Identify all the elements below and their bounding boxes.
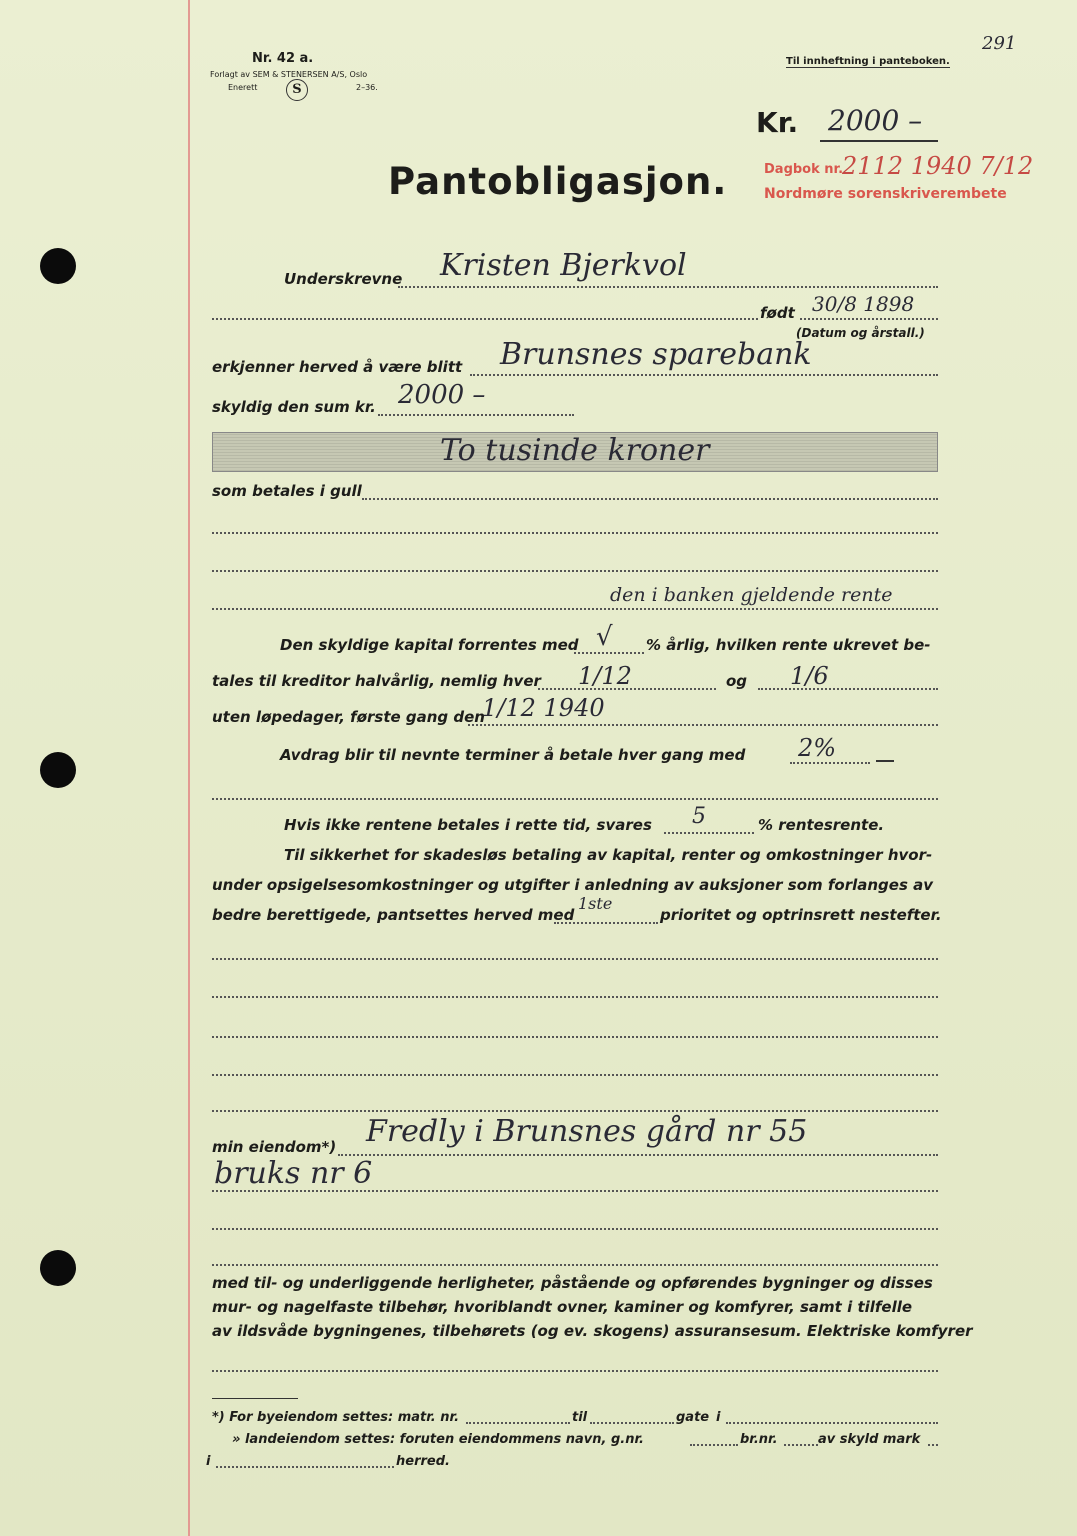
avdrag-line-2	[212, 798, 938, 800]
datum-note: (Datum og årstall.)	[796, 326, 925, 340]
footnote-2-line-c	[928, 1444, 938, 1446]
punch-hole-top	[40, 248, 76, 284]
blank-line-1	[212, 958, 938, 960]
fodt-label: født	[760, 304, 795, 322]
underskrevne-value: Kristen Bjerkvol	[440, 248, 687, 283]
stamp-dagbok-label: Dagbok nr.	[764, 162, 844, 177]
tales-text: tales til kreditor halvårlig, nemlig hver	[212, 672, 541, 690]
avdrag-text: Avdrag blir til nevnte terminer å betale hver gang med	[280, 746, 746, 764]
med-line-3: av ildsvåde bygningenes, tilbehørets (og ev. skogens) assuransesum. Elektriske komfyrer	[212, 1322, 973, 1340]
avdrag-value: 2%	[798, 734, 837, 762]
uten-text: uten løpedager, første gang den	[212, 708, 485, 726]
blank-line-5	[212, 1110, 938, 1112]
hver-value: 1/12	[578, 662, 632, 690]
med-line-blank	[212, 1370, 938, 1372]
footnote-1-line-b	[590, 1422, 674, 1424]
erkjenner-line	[470, 374, 938, 376]
exclusive-note: Enerett	[228, 83, 258, 92]
punch-hole-bottom	[40, 1250, 76, 1286]
erkjenner-value: Brunsnes sparebank	[500, 337, 812, 372]
form-number: Nr. 42 a.	[252, 51, 314, 66]
amount-label: Kr.	[756, 106, 799, 139]
footnote-1a: *) For byeiendom settes: matr. nr.	[212, 1410, 460, 1425]
footnote-1d: i	[716, 1410, 721, 1425]
forste-line	[468, 724, 938, 726]
margin-line	[188, 0, 190, 1536]
eiendom-label: min eiendom*)	[212, 1138, 337, 1156]
kapital-rate-line	[574, 652, 644, 654]
avdrag-line	[790, 762, 870, 764]
amount-words: To tusinde kroner	[440, 433, 710, 468]
og-value: 1/6	[790, 662, 829, 690]
og-line	[758, 688, 938, 690]
eiendom-value-1: Fredly i Brunsnes gård nr 55	[366, 1114, 808, 1149]
gull-line-4	[212, 608, 938, 610]
erkjenner-label: erkjenner herved å være blitt	[212, 358, 463, 376]
hvis-text-a: Hvis ikke rentene betales i rette tid, svares	[284, 816, 652, 834]
footnote-3b: herred.	[396, 1454, 450, 1469]
gull-label: som betales i gull	[212, 482, 362, 500]
fodt-value: 30/8 1898	[812, 292, 915, 316]
document-title: Pantobligasjon.	[388, 160, 728, 203]
underskrevne-line	[398, 286, 938, 288]
skyldig-value: 2000 –	[398, 380, 486, 410]
hvis-line	[664, 832, 754, 834]
fodt-line	[800, 318, 938, 320]
amount-underline	[820, 140, 938, 142]
eiendom-line-3	[212, 1228, 938, 1230]
blank-line-2	[212, 996, 938, 998]
eiendom-value-2: bruks nr 6	[214, 1156, 373, 1191]
footnote-1-line-c	[726, 1422, 938, 1424]
avdrag-dash	[876, 760, 894, 762]
footnote-2c: av skyld mark	[818, 1432, 921, 1447]
footnote-2b: br.nr.	[740, 1432, 778, 1447]
blank-line-4	[212, 1074, 938, 1076]
footnote-1c: gate	[676, 1410, 710, 1425]
skyldig-label: skyldig den sum kr.	[212, 398, 376, 416]
til-line-3b: prioritet og optrinsrett nestefter.	[660, 906, 942, 924]
punch-hole-middle	[40, 752, 76, 788]
underskrevne-label: Underskrevne	[284, 270, 403, 288]
og-label: og	[726, 672, 748, 690]
fodt-line-pre	[212, 318, 758, 320]
amount-value: 2000 –	[828, 104, 923, 137]
publisher-logo: S	[286, 79, 308, 101]
footnote-2-line-b	[784, 1444, 818, 1446]
kapital-text-a: Den skyldige kapital forrentes med	[280, 636, 579, 654]
gull-line-3	[212, 570, 938, 572]
footnote-2-line-a	[690, 1444, 738, 1446]
skyldig-line	[378, 414, 574, 416]
footnote-1b: til	[572, 1410, 588, 1425]
rate-note: den i banken gjeldende rente	[610, 584, 893, 606]
til-line-1: Til sikkerhet for skadesløs betaling av kapital, renter og omkostninger hvor-	[284, 846, 933, 864]
binding-note: Til innheftning i panteboken.	[786, 56, 950, 67]
prioritet-value: 1ste	[578, 894, 613, 913]
til-line-2: under opsigelsesomkostninger og utgifter i anledning av auksjoner som forlanges av	[212, 876, 934, 894]
footnote-3-line	[216, 1466, 394, 1468]
kapital-text-b: % årlig, hvilken rente ukrevet be-	[646, 636, 931, 654]
footnote-1-line-a	[466, 1422, 570, 1424]
gull-line-2	[212, 532, 938, 534]
hvis-value: 5	[692, 804, 706, 829]
med-line-2: mur- og nagelfaste tilbehør, hvoriblandt ovner, kaminer og komfyrer, samt i tilfelle	[212, 1298, 913, 1316]
hvis-text-b: % rentesrente.	[758, 816, 885, 834]
footnote-rule	[212, 1398, 298, 1399]
eiendom-line-4	[212, 1264, 938, 1266]
med-line-1: med til- og underliggende herligheter, påstående og opførendes bygninger og disses	[212, 1274, 933, 1292]
publisher: Forlagt av SEM & STENERSEN A/S, Oslo	[210, 70, 368, 79]
stamp-dagbok-value: 2112 1940 7/12	[842, 152, 1034, 180]
edition-note: 2–36.	[356, 83, 378, 92]
forste-value: 1/12 1940	[482, 694, 605, 722]
footnote-2a: » landeiendom settes: foruten eiendommens navn, g.nr.	[232, 1432, 644, 1447]
prioritet-line	[554, 922, 658, 924]
til-line-3a: bedre berettigede, pantsettes herved med	[212, 906, 575, 924]
stamp-office: Nordmøre sorenskriverembete	[764, 186, 1007, 202]
blank-line-3	[212, 1036, 938, 1038]
kapital-rate-mark: √	[596, 622, 613, 652]
page-number: 291	[982, 33, 1017, 54]
footnote-3a: i	[206, 1454, 211, 1469]
gull-line-1	[362, 498, 938, 500]
eiendom-line-1	[338, 1154, 938, 1156]
